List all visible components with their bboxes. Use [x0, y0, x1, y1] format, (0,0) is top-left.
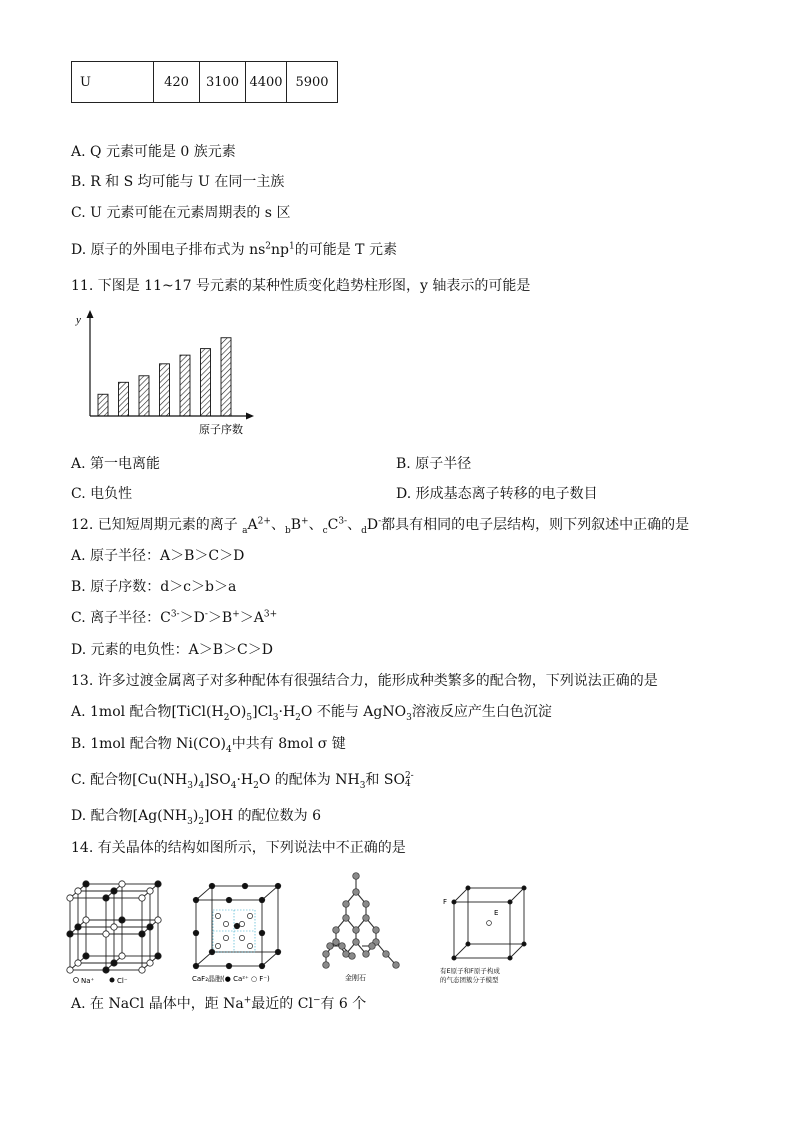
sup: 3+: [263, 609, 278, 620]
sub: 3: [187, 780, 193, 791]
q12-stem: [71, 515, 689, 535]
bars: [98, 338, 231, 416]
caf2-atoms: [193, 883, 281, 969]
text: D. 配合物[Ag(NH: [71, 808, 188, 824]
table-cell: 4400: [246, 62, 287, 103]
text: A: [247, 517, 258, 533]
sup: -: [378, 516, 382, 527]
text: C. 配合物[Cu(NH: [71, 772, 188, 788]
text: O 的配体为 NH: [258, 772, 360, 788]
sub: 2: [198, 816, 205, 827]
cl-legend-icon: [110, 978, 115, 983]
sub: 2: [295, 712, 301, 723]
q10-option-a: A. Q 元素可能是 0 族元素: [71, 144, 236, 160]
sup: 2+: [257, 516, 271, 527]
text: np: [271, 242, 289, 258]
q14-option-a: [71, 994, 366, 1014]
sub: 4: [230, 780, 237, 791]
text: 、: [270, 517, 285, 533]
q11-option-a: A. 第一电离能: [71, 456, 161, 472]
q13-stem: 13. 许多过渡金属离子对多种配体有很强结合力，能形成种类繁多的配合物，下列说法正确的是: [71, 673, 658, 689]
ef-caption-line2: 的气态团簇分子模型: [440, 976, 499, 984]
x-axis-arrow: [246, 413, 254, 420]
text: O): [229, 704, 247, 720]
ionization-table: [71, 61, 338, 103]
sub: 4: [198, 780, 205, 791]
text: 都具有相同的电子层结构，则下列叙述中正确的是: [381, 517, 690, 533]
text: 和 SO: [365, 772, 405, 788]
sub: 2: [223, 712, 230, 723]
sub: 2: [253, 780, 259, 791]
text: 12. 已知短周期元素的离子: [71, 517, 243, 533]
sub: 3: [359, 780, 366, 791]
text: 、: [347, 517, 362, 533]
sub: 4: [226, 744, 232, 755]
bar-5: [180, 355, 190, 416]
q11-option-b: B. 原子半径: [396, 456, 472, 472]
bar-4: [160, 364, 170, 416]
text: C: [327, 517, 339, 533]
text: 溶液反应产生白色沉淀: [411, 704, 552, 720]
text: ·H: [236, 772, 254, 788]
sup: +: [243, 995, 252, 1006]
na-legend-icon: [74, 978, 79, 983]
q13-option-d: [71, 806, 321, 826]
q12-option-d: D. 元素的电负性：A＞B＞C＞D: [71, 642, 273, 658]
text: A. 1mol 配合物[TiCl(H: [71, 704, 224, 720]
q12-option-b: B. 原子序数：d＞c＞b＞a: [71, 579, 237, 595]
text: A. 在 NaCl 晶体中，距 Na: [71, 996, 244, 1012]
table-row: [72, 62, 338, 103]
ef-caption-line1: 有E原子和F原子构成: [440, 967, 500, 975]
bar-7: [221, 338, 231, 416]
text: ＞D: [179, 610, 205, 626]
text: D: [366, 517, 379, 533]
diamond-atoms: [323, 873, 400, 969]
text: ·H: [278, 704, 296, 720]
sup: 2-: [404, 771, 414, 781]
text: C. 离子半径：C: [71, 610, 171, 626]
text: 的可能是 T 元素: [294, 242, 397, 258]
sup: +: [301, 516, 309, 527]
table-cell: 3100: [200, 62, 246, 103]
text: O 不能与 AgNO: [300, 704, 407, 720]
sup: 3-: [338, 516, 348, 527]
q13-option-c: [71, 770, 414, 790]
text: ): [192, 772, 199, 788]
text: 最近的 Cl: [251, 996, 313, 1012]
y-axis-label: y: [76, 314, 81, 326]
text: ＞B: [207, 610, 233, 626]
sup: −: [312, 995, 321, 1006]
q11-stem: 11. 下图是 11~17 号元素的某种性质变化趋势柱形图，y 轴表示的可能是: [71, 278, 531, 294]
sub: 3: [406, 712, 412, 723]
q10-option-b: B. R 和 S 均可能与 U 在同一主族: [71, 174, 285, 190]
sub: 3: [272, 712, 279, 723]
q13-option-b: [71, 734, 346, 754]
q10-option-d: [71, 240, 397, 260]
sup: 1: [289, 241, 295, 252]
text: 中共有 8mol σ 键: [231, 736, 346, 752]
q11-option-d: D. 形成基态离子转移的电子数目: [396, 486, 598, 502]
q11-option-c: C. 电负性: [71, 486, 133, 502]
diamond-caption: 金刚石: [345, 974, 366, 982]
caf2-caption: CaF₂晶胞(● Ca²⁺ ○ F⁻): [192, 975, 270, 983]
text: ]OH 的配位数为 6: [204, 808, 321, 824]
text: 有 6 个: [320, 996, 367, 1012]
x-axis-label: 原子序数: [199, 423, 243, 436]
cl-legend-label: Cl⁻: [117, 977, 128, 985]
sub: 5: [246, 712, 253, 723]
sup: +: [232, 609, 240, 620]
text: ]SO: [204, 772, 231, 788]
ef-label-f: F: [443, 898, 448, 906]
text: ): [192, 808, 199, 824]
q10-option-c: C. U 元素可能在元素周期表的 s 区: [71, 205, 291, 221]
sub: d: [361, 525, 367, 536]
bar-1: [98, 394, 108, 416]
text: B: [290, 517, 302, 533]
y-axis-arrow: [87, 310, 94, 318]
sub: c: [322, 525, 328, 536]
sub: b: [284, 525, 291, 536]
text: ]Cl: [252, 704, 273, 720]
crystal-structures-figure: [66, 870, 536, 985]
na-legend-label: Na⁺: [81, 977, 95, 985]
bar-chart: [70, 308, 270, 438]
q14-stem: 14. 有关晶体的结构如图所示，下列说法中不正确的是: [71, 840, 406, 856]
text: D. 原子的外围电子排布式为 ns: [71, 242, 266, 258]
bar-3: [139, 376, 149, 416]
sup: 2: [265, 241, 272, 252]
subsup: [405, 772, 414, 788]
text: B. 1mol 配合物 Ni(CO): [71, 736, 227, 752]
table-cell: U: [72, 62, 154, 103]
table-cell: 420: [154, 62, 200, 103]
q13-option-a: [71, 702, 552, 722]
sup: -: [204, 609, 208, 620]
sup: 3-: [170, 609, 180, 620]
text: ＞A: [239, 610, 264, 626]
ef-label-e: E: [494, 909, 499, 917]
text: 、: [308, 517, 323, 533]
sub: a: [242, 525, 248, 536]
sub: 3: [187, 816, 193, 827]
q12-option-c: [71, 608, 277, 628]
q12-option-a: A. 原子半径：A＞B＞C＞D: [71, 548, 245, 564]
bar-2: [119, 382, 129, 416]
sub: 4: [404, 779, 411, 789]
table-cell: 5900: [287, 62, 338, 103]
bar-6: [201, 349, 211, 416]
